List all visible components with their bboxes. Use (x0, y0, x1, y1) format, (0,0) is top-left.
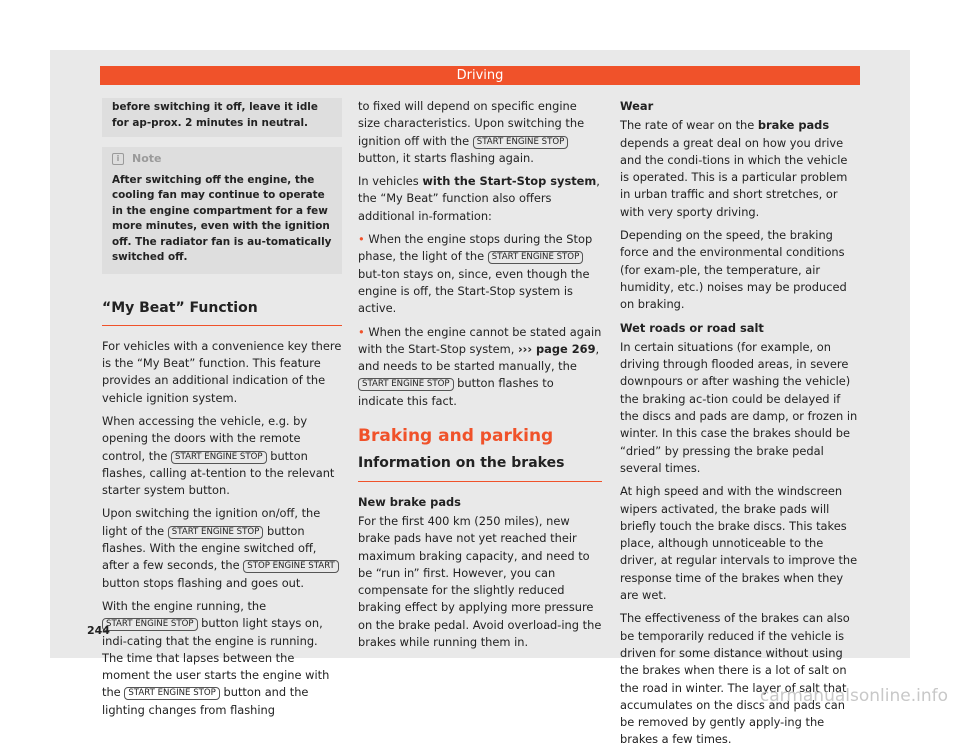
start-engine-stop-key: START ENGINE STOP (473, 136, 569, 149)
paragraph: For vehicles with a convenience key there is the “My Beat” function. This feature provides an additional indication of the vehicle ignition system. (102, 338, 342, 405)
note-text: After switching off the engine, the cooling fan may continue to operate in the engine compartment for a few more minutes, even with the ignition off. The radiator fan is au-tomatically switched off. (112, 173, 332, 263)
stop-engine-start-key: STOP ENGINE START (243, 560, 339, 573)
paragraph: Depending on the speed, the braking force and the environmental conditions (for exam-ple, the temperature, air humidity, etc.) noises may be produced on braking. (620, 228, 847, 312)
text: button flashes, calling at-tention to the relevant starter system button. (102, 448, 335, 498)
text: to fixed will depend on specific engine size characteristics. Upon switching the ignition off with the (358, 99, 585, 148)
column-3 (620, 98, 860, 755)
text: depends a great deal on how you drive and the condi-tions in which the vehicle is operated. This is a particular problem in urban traffic and short stretches, or with very sporty driving. (620, 135, 848, 219)
bullet-icon: • (358, 324, 365, 339)
text: button stops flashing and goes out. (102, 575, 304, 590)
start-engine-stop-key: START ENGINE STOP (171, 451, 267, 464)
bullet-item (358, 324, 602, 410)
page-header: Driving (100, 66, 860, 85)
subheading: Wear (620, 99, 654, 113)
info-icon: i (112, 153, 124, 165)
page-reference-link[interactable]: ››› page 269 (517, 341, 596, 356)
text: button light stays on, indi-cating that the engine is running. The time that lapses between the moment the user starts the engine with the (102, 616, 330, 700)
paragraph (102, 598, 342, 719)
text: With the engine running, the (102, 598, 267, 613)
watermark: carmanualsonline.info (759, 686, 948, 706)
text: , and needs to be started manually, the (358, 341, 600, 374)
paragraph: For the first 400 km (250 miles), new brake pads have not yet reached their maximum braking capacity, and need to be “run in” first. However, you can compensate for the slightly reduced braking effect by applying more pressure on the brake pedal. Avoid overload-ing the brakes while running them in. (358, 513, 602, 650)
start-engine-stop-key: START ENGINE STOP (358, 378, 454, 391)
paragraph (102, 505, 342, 591)
text: button flashes to indicate this fact. (358, 376, 554, 408)
text: When accessing the vehicle, e.g. by opening the doors with the remote control, the (102, 413, 308, 463)
text: Upon switching the ignition on/off, the light of the (102, 506, 321, 538)
subheading: Wet roads or road salt (620, 320, 764, 335)
paragraph (358, 98, 602, 167)
paragraph (620, 117, 860, 221)
paragraph: The effectiveness of the brakes can also be temporarily reduced if the vehicle is driven for some distance without using the brakes when there is a lot of salt on the road in winter. The layer of salt that accumulates on the discs and pads can be removed by gently apply-ing the brakes a few times. (620, 611, 850, 747)
paragraph (102, 413, 342, 499)
text: The rate of wear on the (620, 118, 755, 133)
paragraph: In certain situations (for example, on driving through flooded areas, in severe downpours or after washing the vehicle) the braking ac-tion could be delayed if the discs and pads are damp, or frozen in winter. In this case the brakes should be “dried” by pressing the brake pedal several times. (620, 339, 858, 475)
start-engine-stop-key: START ENGINE STOP (488, 251, 584, 264)
paragraph: At high speed and with the windscreen wipers activated, the brake pads will briefly touch the brake discs. This takes place, although unnoticeable to the driver, at regular intervals to improve the response time of the brakes when they are wet. (620, 484, 858, 603)
bullet-icon: • (358, 232, 365, 247)
text: , the “My Beat” function also offers additional in-formation: (358, 174, 600, 223)
section-title-my-beat: “My Beat” Function (102, 300, 342, 326)
column-2 (358, 98, 602, 657)
text: button flashes. With the engine switched off, after a few seconds, the (102, 523, 317, 573)
note-box (102, 147, 342, 274)
chapter-title: Braking and parking (358, 426, 554, 447)
start-engine-stop-key: START ENGINE STOP (168, 526, 264, 539)
text: button, it starts flashing again. (358, 150, 534, 165)
warning-continuation: before switching it off, leave it idle for ap-prox. 2 minutes in neutral. (102, 98, 342, 137)
text: When the engine cannot be stated again with the Start-Stop system, (358, 324, 602, 356)
bullet-item (358, 231, 602, 317)
text: button and the lighting changes from flashing (102, 685, 309, 717)
column-1 (102, 98, 342, 725)
text: In vehicles (358, 174, 419, 189)
section-title-brakes: Information on the brakes (358, 455, 602, 481)
page-number: 244 (87, 624, 110, 637)
text: When the engine stops during the Stop phase, the light of the (358, 232, 593, 264)
paragraph (358, 173, 602, 225)
emphasis: brake pads (757, 118, 830, 133)
subheading: New brake pads (358, 494, 461, 509)
note-header (112, 151, 332, 167)
emphasis: with the Start-Stop system (422, 174, 597, 189)
start-engine-stop-key: START ENGINE STOP (102, 618, 198, 631)
text: but-ton stays on, since, even though the engine is off, the Start-Stop system is active. (358, 266, 590, 316)
note-title: Note (132, 152, 162, 165)
start-engine-stop-key: START ENGINE STOP (124, 687, 220, 700)
